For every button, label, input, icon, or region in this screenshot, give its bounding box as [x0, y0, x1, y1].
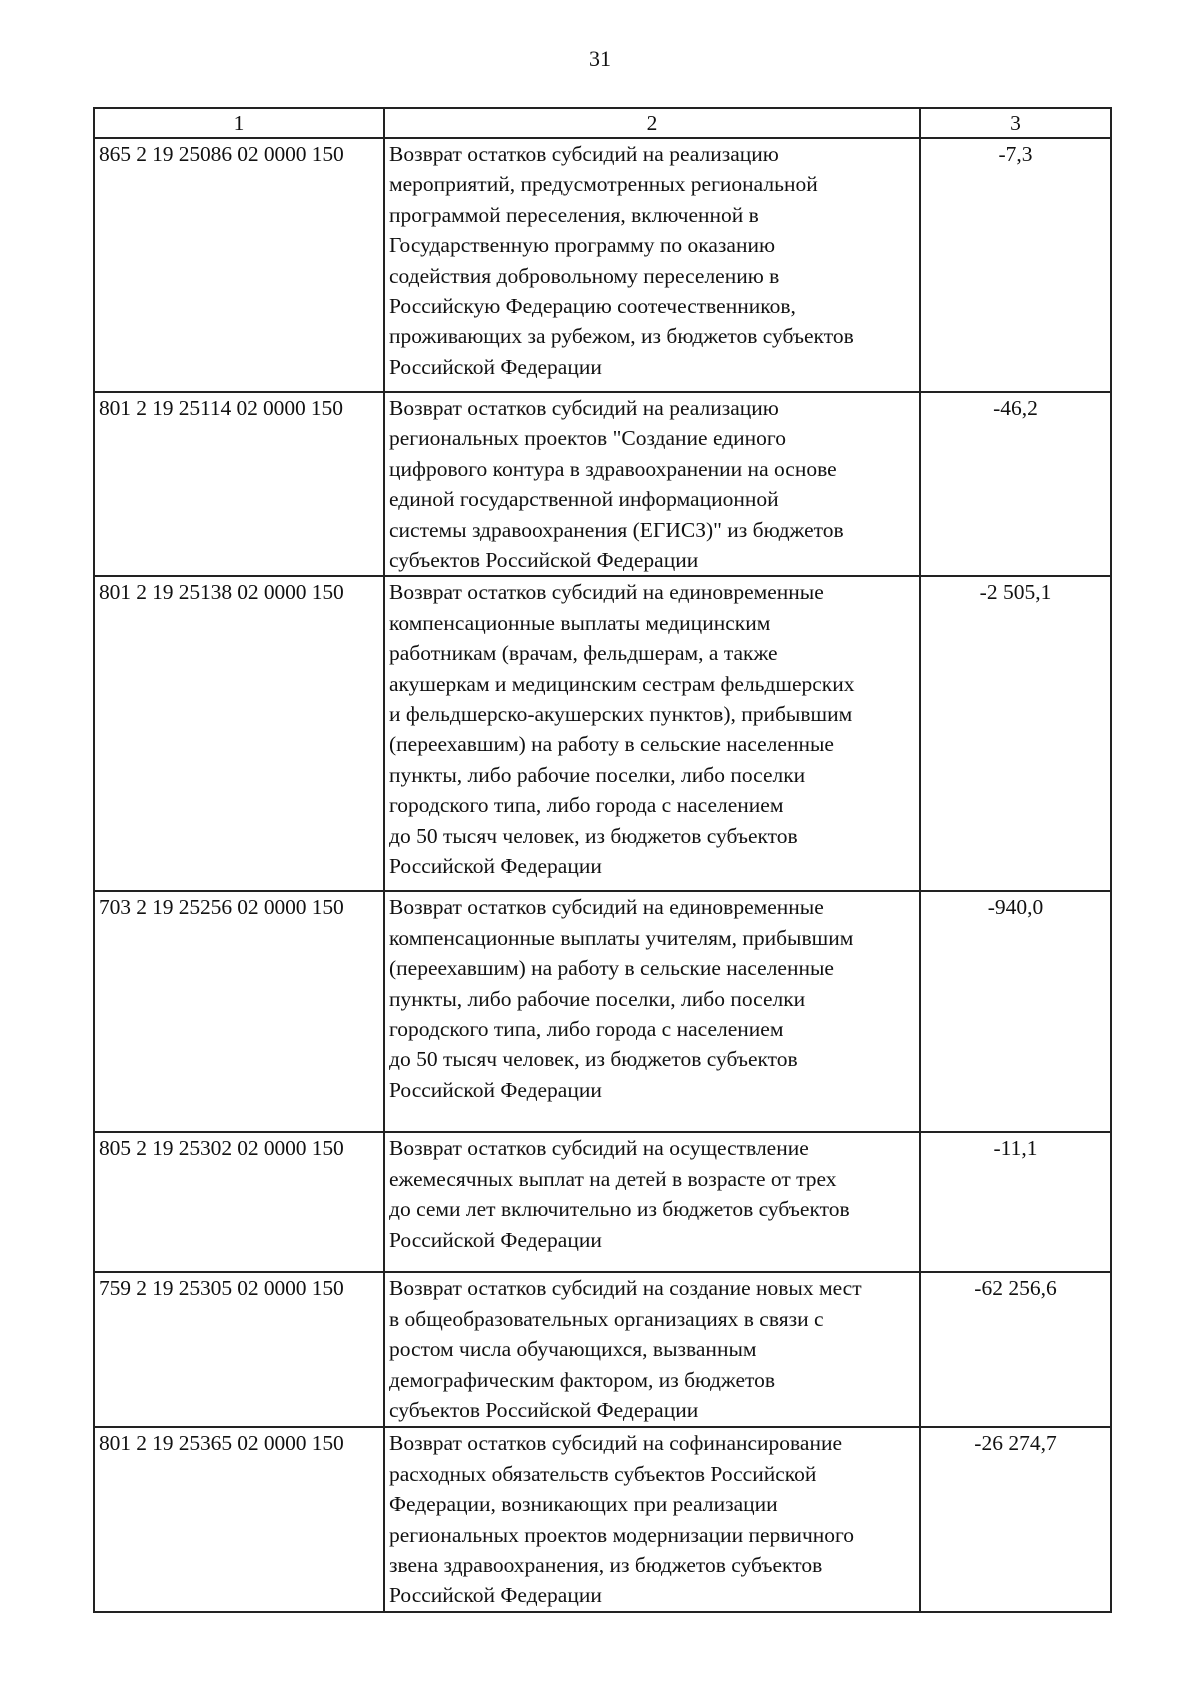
- amount-cell: -7,3: [920, 138, 1111, 392]
- description-cell: Возврат остатков субсидий на единовременные компенсационные выплаты медицинским работникам (врачам, фельдшерам, а также акушеркам и медицинским сестрам фельдшерских и фельдшерско-акушерских пунктов), прибывшим (переехавшим) на работу в сельские населенные пункты, либо рабочие поселки, либо поселки городского типа, либо города с населением до 50 тысяч человек, из бюджетов субъектов Российской Федерации: [384, 576, 920, 891]
- column-header-amount: 3: [920, 108, 1111, 138]
- budget-code-cell: 865 2 19 25086 02 0000 150: [94, 138, 384, 392]
- description-cell: Возврат остатков субсидий на реализацию региональных проектов "Создание единого цифрового контура в здравоохранении на основе единой государственной информационной системы здравоохранения (ЕГИСЗ)" из бюджетов субъектов Российской Федерации: [384, 392, 920, 576]
- amount-cell: -26 274,7: [920, 1427, 1111, 1612]
- budget-code-cell: 801 2 19 25138 02 0000 150: [94, 576, 384, 891]
- budget-table: [93, 107, 1112, 1613]
- amount-cell: -46,2: [920, 392, 1111, 576]
- budget-code-cell: 703 2 19 25256 02 0000 150: [94, 891, 384, 1132]
- budget-code-cell: 801 2 19 25365 02 0000 150: [94, 1427, 384, 1612]
- table-row: [94, 1132, 1111, 1272]
- column-header-code: 1: [94, 108, 384, 138]
- budget-code-cell: 805 2 19 25302 02 0000 150: [94, 1132, 384, 1272]
- description-cell: Возврат остатков субсидий на создание новых мест в общеобразовательных организациях в связи с ростом числа обучающихся, вызванным демографическим фактором, из бюджетов субъектов Российской Федерации: [384, 1272, 920, 1427]
- table-row: [94, 576, 1111, 891]
- table-row: [94, 392, 1111, 576]
- budget-code-cell: 759 2 19 25305 02 0000 150: [94, 1272, 384, 1427]
- table-header-row: [94, 108, 1111, 138]
- table-row: [94, 138, 1111, 392]
- description-cell: Возврат остатков субсидий на осуществление ежемесячных выплат на детей в возрасте от трех до семи лет включительно из бюджетов субъектов Российской Федерации: [384, 1132, 920, 1272]
- amount-cell: -11,1: [920, 1132, 1111, 1272]
- table-row: [94, 1272, 1111, 1427]
- budget-code-cell: 801 2 19 25114 02 0000 150: [94, 392, 384, 576]
- amount-cell: -2 505,1: [920, 576, 1111, 891]
- column-header-description: 2: [384, 108, 920, 138]
- page-number: 31: [589, 46, 611, 71]
- amount-cell: -940,0: [920, 891, 1111, 1132]
- amount-cell: -62 256,6: [920, 1272, 1111, 1427]
- description-cell: Возврат остатков субсидий на софинансирование расходных обязательств субъектов Российской Федерации, возникающих при реализации региональных проектов модернизации первичного звена здравоохранения, из бюджетов субъектов Российской Федерации: [384, 1427, 920, 1612]
- table-row: [94, 891, 1111, 1132]
- description-cell: Возврат остатков субсидий на реализацию мероприятий, предусмотренных региональной программой переселения, включенной в Государственную программу по оказанию содействия добровольному переселению в Российскую Федерацию соотечественников, проживающих за рубежом, из бюджетов субъектов Российской Федерации: [384, 138, 920, 392]
- description-cell: Возврат остатков субсидий на единовременные компенсационные выплаты учителям, прибывшим (переехавшим) на работу в сельские населенные пункты, либо рабочие поселки, либо поселки городского типа, либо города с населением до 50 тысяч человек, из бюджетов субъектов Российской Федерации: [384, 891, 920, 1132]
- table-row: [94, 1427, 1111, 1612]
